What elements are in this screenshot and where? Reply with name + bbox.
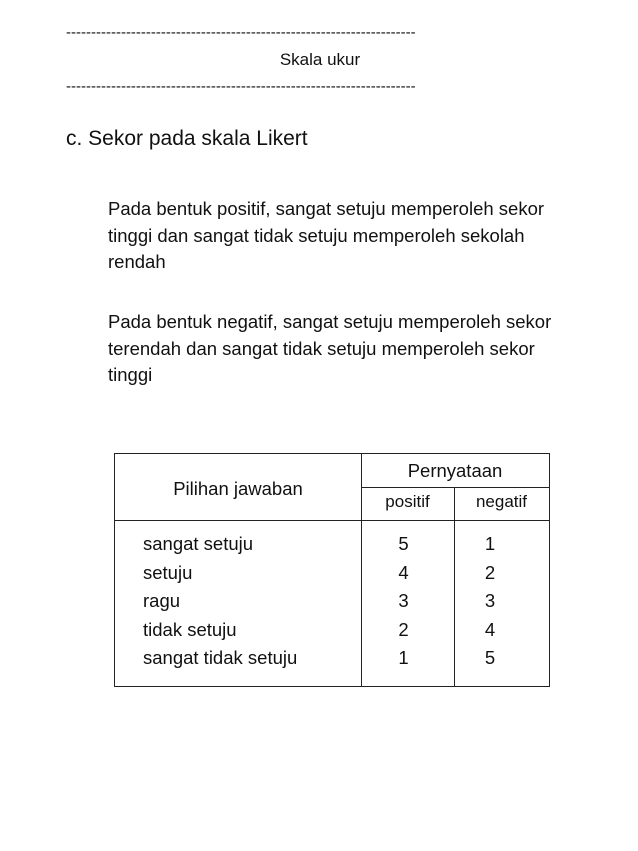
row-label: tidak setuju <box>143 618 237 640</box>
row-negative-score: 5 <box>484 647 496 668</box>
row-label: ragu <box>143 590 181 611</box>
row-positive-score: 2 <box>398 618 409 640</box>
table-row <box>115 619 549 648</box>
section-title: c. Sekor pada skala Likert <box>66 127 308 150</box>
paragraph-positive: Pada bentuk positif, sangat setuju memperoleh sekor tinggi dan sangat tidak setuju memperoleh sekolah rendah <box>108 198 545 272</box>
column-header-negative: negatif <box>475 492 528 511</box>
table-body <box>115 533 549 676</box>
row-label: sangat setuju <box>143 533 254 554</box>
table-row <box>115 533 549 562</box>
page-header-title: Skala ukur <box>279 50 361 69</box>
column-header-group: Pernyataan <box>407 460 503 481</box>
row-negative-score: 4 <box>484 618 496 640</box>
row-label: setuju <box>143 561 193 583</box>
header-divider-top: ---------------------------------------------------------------------- <box>66 24 416 41</box>
row-positive-score: 4 <box>398 561 409 583</box>
likert-score-table <box>114 453 550 687</box>
row-negative-score: 1 <box>484 533 496 554</box>
row-negative-score: 2 <box>484 561 496 583</box>
column-header-positive: positif <box>385 492 430 511</box>
row-label: sangat tidak setuju <box>143 647 298 668</box>
row-positive-score: 5 <box>398 533 409 554</box>
row-negative-score: 3 <box>484 590 496 611</box>
row-positive-score: 1 <box>398 647 409 668</box>
table-divider-horizontal-header <box>115 520 549 521</box>
row-positive-score: 3 <box>398 590 409 611</box>
paragraph-negative: Pada bentuk negatif, sangat setuju memperoleh sekor terendah dan sangat tidak setuju memperoleh sekor tinggi <box>108 311 552 385</box>
table-divider-horizontal-group <box>361 487 549 488</box>
table-row <box>115 590 549 619</box>
table-row <box>115 647 549 676</box>
table-row <box>115 562 549 591</box>
column-header-choice: Pilihan jawaban <box>173 478 303 499</box>
header-divider-bottom: ---------------------------------------------------------------------- <box>66 78 416 95</box>
